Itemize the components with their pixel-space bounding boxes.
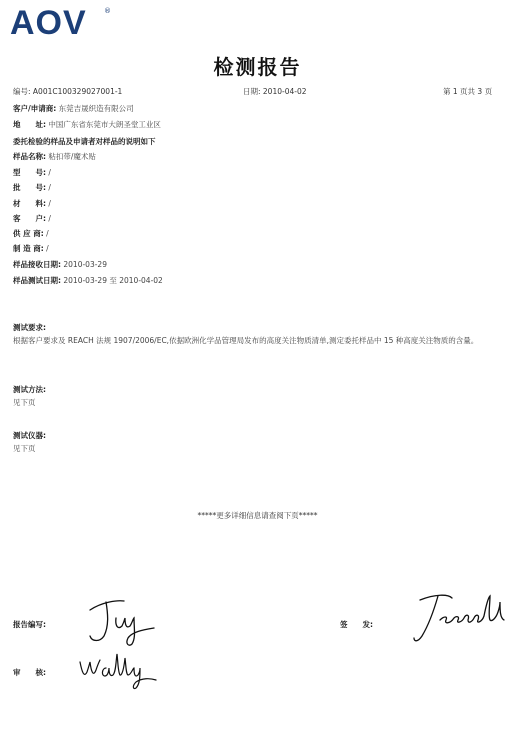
- requirement-heading: 测试要求:: [13, 323, 46, 332]
- instrument-heading: 测试仪器:: [13, 431, 46, 440]
- supplier-row: 供 应 商: /: [13, 229, 49, 238]
- requirement-text: 根据客户要求及 REACH 法规 1907/2006/EC,依据欧洲化学品管理局发布的高度关注物质清单,测定委托样品中 15 种高度关注物质的含量。: [13, 336, 479, 345]
- more-details-note: *****更多详细信息请查阅下页*****: [197, 511, 318, 520]
- reviewed-by-label: 审 核:: [13, 668, 46, 677]
- model-row: 型 号: /: [13, 168, 51, 177]
- maker-row: 制 造 商: /: [13, 244, 49, 253]
- report-title: 检测报告: [213, 55, 302, 79]
- method-text: 见下页: [13, 398, 36, 407]
- client-value: 东莞吉晟织造有限公司: [58, 104, 134, 113]
- method-heading: 测试方法:: [13, 385, 46, 394]
- report-date: 日期: 2010-04-02: [243, 87, 307, 96]
- address-row: [13, 119, 161, 130]
- sample-name-label: 样品名称:: [13, 152, 46, 161]
- tested-date-row: 样品测试日期: 2010-03-29 至 2010-04-02: [13, 276, 163, 285]
- reviewer-signature: [72, 648, 162, 690]
- issuer-signature: [410, 590, 510, 650]
- instrument-text: 见下页: [13, 444, 36, 453]
- sample-intro: 委托检验的样品及申请者对样品的说明如下: [13, 137, 156, 146]
- report-number: 编号: A001C100329027001-1: [13, 87, 123, 96]
- address-label: 地 址:: [13, 120, 46, 129]
- sample-name-value: 粘扣带/魔术贴: [48, 152, 96, 161]
- customer-row: 客 户: /: [13, 214, 51, 223]
- client-label: 客户/申请商:: [13, 104, 57, 113]
- preparer-signature: [82, 592, 172, 647]
- signed-by-label: 签 发:: [340, 620, 373, 629]
- registered-mark: ®: [104, 7, 111, 15]
- sample-name-row: [13, 151, 96, 162]
- page-indicator: 第 1 页共 3 页: [443, 87, 493, 96]
- received-date-row: 样品接收日期: 2010-03-29: [13, 260, 107, 269]
- material-row: 材 料: /: [13, 199, 51, 208]
- aov-logo: AOV: [10, 4, 87, 42]
- batch-row: 批 号: /: [13, 183, 51, 192]
- client-row: [13, 103, 134, 114]
- address-value: 中国广东省东莞市大朗圣堂工业区: [48, 120, 161, 129]
- prepared-by-label: 报告编写:: [13, 620, 46, 629]
